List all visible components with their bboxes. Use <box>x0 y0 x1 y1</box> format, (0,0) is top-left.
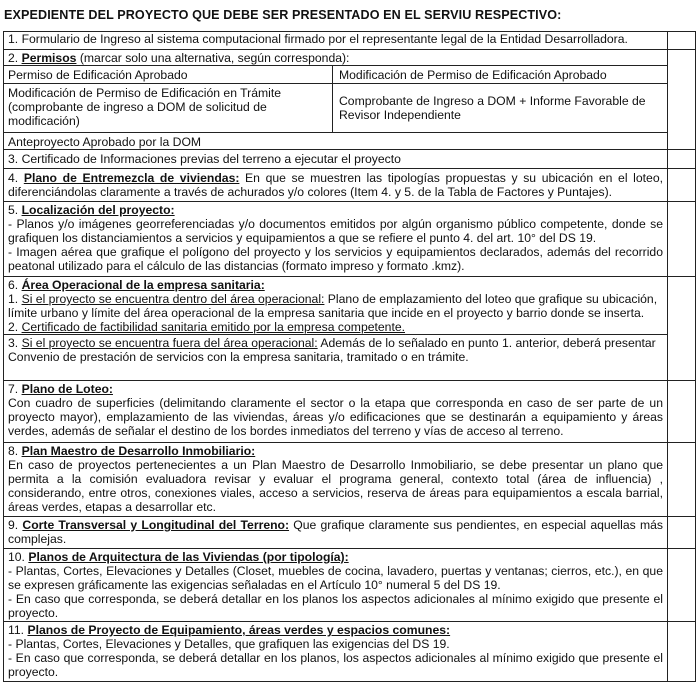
item-number: 1. <box>8 32 19 46</box>
item-text: En que se muestren las tipologías propuestas y su ubicación en el loteo, diferenciándolas claramente a través de achurados y/o colores (Item 4. y 5. de la Tabla de Factores y Puntajes). <box>8 171 663 199</box>
checkbox-cell[interactable] <box>668 150 696 169</box>
requirements-table <box>3 31 696 682</box>
item-number: 8. <box>8 444 19 458</box>
item-text: Con cuadro de superficies (delimitando claramente el sector o la etapa que corresponda en caso de ser parte de un proyecto mayor), emplazamiento de las viviendas, áreas y/o edificaciones que se destinarán a equipamiento y áreas verdes, además de señalar el destino de los bordes inmediatos del terreno y vías de acceso al terreno. <box>8 396 663 438</box>
item-1 <box>4 32 668 50</box>
item-11 <box>4 622 668 682</box>
item-number: 6. <box>8 278 19 292</box>
item-heading: Localización del proyecto: <box>21 203 175 217</box>
checkbox-cell[interactable] <box>668 50 696 150</box>
item-5 <box>4 202 668 277</box>
sub-text: Además de lo señalado en punto 1. anterior, deberá presentar Convenio de prestación de servicios con la empresa sanitaria, tramitado o en trámite. <box>8 336 656 364</box>
item-note: (marcar solo una alternativa, según corresponda): <box>76 51 350 65</box>
item-heading: Permisos <box>21 51 77 65</box>
item-heading: Planos de Proyecto de Equipamiento, áreas verdes y espacios comunes: <box>27 623 451 637</box>
bullet-text: - Plantas, Cortes, Elevaciones y Detalles (Closet, muebles de cocina, lavadero, puertas y ventanas; cierros, etc.), en que se expresen gráficamente las exigencias señaladas en el Artículo 10° numeral 5 del DS 19. <box>8 564 663 592</box>
sub-number: 1. <box>8 292 19 306</box>
item-text: Formulario de Ingreso al sistema computacional firmado por el representante legal de la Entidad Desarrolladora. <box>21 32 628 46</box>
item-7 <box>4 381 668 443</box>
table-row <box>4 622 696 682</box>
document-title: EXPEDIENTE DEL PROYECTO QUE DEBE SER PRESENTADO EN EL SERVIU RESPECTIVO: <box>4 8 562 22</box>
checkbox-cell[interactable] <box>668 622 696 682</box>
item-number: 7. <box>8 382 19 396</box>
checkbox-cell[interactable] <box>668 277 696 381</box>
table-row <box>4 32 696 50</box>
table-row <box>4 549 696 622</box>
bullet-text: - En caso que corresponda, se deberá detallar en los planos, los aspectos adicionales al mínimo exigido que presente el proyecto. <box>8 651 663 679</box>
item-heading: Planos de Arquitectura de las Viviendas (por tipología): <box>28 550 349 564</box>
permit-option[interactable]: Anteproyecto Aprobado por la DOM <box>8 135 202 149</box>
item-text: Que grafique claramente sus pendientes, en especial aquellas más complejas. <box>8 518 663 546</box>
item-text: En caso de proyectos pertenecientes a un Plan Maestro de Desarrollo Inmobiliario, se debe presentar un plano que permita a la comisión evaluadora revisar y evaluar el programa general, contexto total (área de influencia) , considerando, entre otros, conexiones viales, acceso a servicios, reserva de áreas para equipamientos a escala barrial, áreas verdes, etapas a desarrollar etc. <box>8 458 663 514</box>
bullet-text: - En caso que corresponda, se deberá detallar en los planos los aspectos adicionales al mínimo exigido que presente el proyecto. <box>8 592 663 620</box>
sub-heading: Si el proyecto se encuentra fuera del área operacional: <box>21 336 318 350</box>
checkbox-cell[interactable] <box>668 517 696 549</box>
bullet-text: - Imagen aérea que grafique el polígono del proyecto y los servicios y equipamientos declarados, además del recorrido peatonal utilizado para el cálculo de las distancias (formato impreso y formato .kmz). <box>8 245 663 273</box>
item-3 <box>4 150 668 169</box>
item-heading: Corte Transversal y Longitudinal del Terreno: <box>22 518 290 532</box>
table-row <box>4 381 696 443</box>
item-6 <box>4 277 668 381</box>
permit-option[interactable]: Modificación de Permiso de Edificación en Trámite (comprobante de ingreso a DOM de solicitud de modificación) <box>4 84 333 132</box>
item-4 <box>4 169 668 202</box>
item-9 <box>4 517 668 549</box>
permit-option[interactable]: Permiso de Edificación Aprobado <box>4 66 333 83</box>
checkbox-cell[interactable] <box>668 549 696 622</box>
checkbox-cell[interactable] <box>668 202 696 277</box>
checkbox-cell[interactable] <box>668 169 696 202</box>
table-row <box>4 50 696 150</box>
item-number: 3. <box>8 152 19 166</box>
item-10 <box>4 549 668 622</box>
permit-option[interactable]: Comprobante de Ingreso a DOM + Informe Favorable de Revisor Independiente <box>339 94 646 122</box>
table-row <box>4 202 696 277</box>
item-text: Certificado de Informaciones previas del terreno a ejecutar el proyecto <box>21 152 401 166</box>
item-number: 5. <box>8 203 19 217</box>
item-number: 4. <box>8 171 19 185</box>
item-heading: Área Operacional de la empresa sanitaria: <box>21 278 265 292</box>
item-8 <box>4 443 668 517</box>
item-number: 9. <box>8 518 19 532</box>
checkbox-cell[interactable] <box>668 32 696 50</box>
sub-text: Plano de emplazamiento del loteo que grafique su ubicación, límite urbano y límite del área operacional de la empresa sanitaria que incide en el proyecto y barrio donde se inserta. <box>8 292 658 320</box>
bullet-text: - Planos y/o imágenes georreferenciadas y/o documentos emitidos por algún organismo público competente, donde se grafiquen los distanciamientos a servicios y equipamientos a que se refiere el punto 4. del art. 10° del DS 19. <box>8 217 663 245</box>
table-row <box>4 517 696 549</box>
permit-option[interactable]: Modificación de Permiso de Edificación Aprobado <box>339 68 607 82</box>
checkbox-cell[interactable] <box>668 443 696 517</box>
checkbox-cell[interactable] <box>668 381 696 443</box>
item-2 <box>4 50 668 150</box>
table-row <box>4 150 696 169</box>
item-number: 2. <box>8 51 19 65</box>
sub-number: 3. <box>8 336 19 350</box>
item-heading: Plan Maestro de Desarrollo Inmobiliario: <box>21 444 256 458</box>
sub-text: Certificado de factibilidad sanitaria emitido por la empresa competente. <box>21 320 405 334</box>
sub-number: 2. <box>8 320 19 334</box>
table-row <box>4 443 696 517</box>
item-number: 10. <box>8 550 25 564</box>
item-heading: Plano de Entremezcla de viviendas: <box>23 171 240 185</box>
item-heading: Plano de Loteo: <box>21 382 113 396</box>
sub-heading: Si el proyecto se encuentra dentro del área operacional: <box>21 292 325 306</box>
table-row <box>4 169 696 202</box>
bullet-text: - Plantas, Cortes, Elevaciones y Detalles, que grafiquen las exigencias del DS 19. <box>8 637 450 651</box>
table-row <box>4 277 696 381</box>
item-number: 11. <box>8 623 25 637</box>
